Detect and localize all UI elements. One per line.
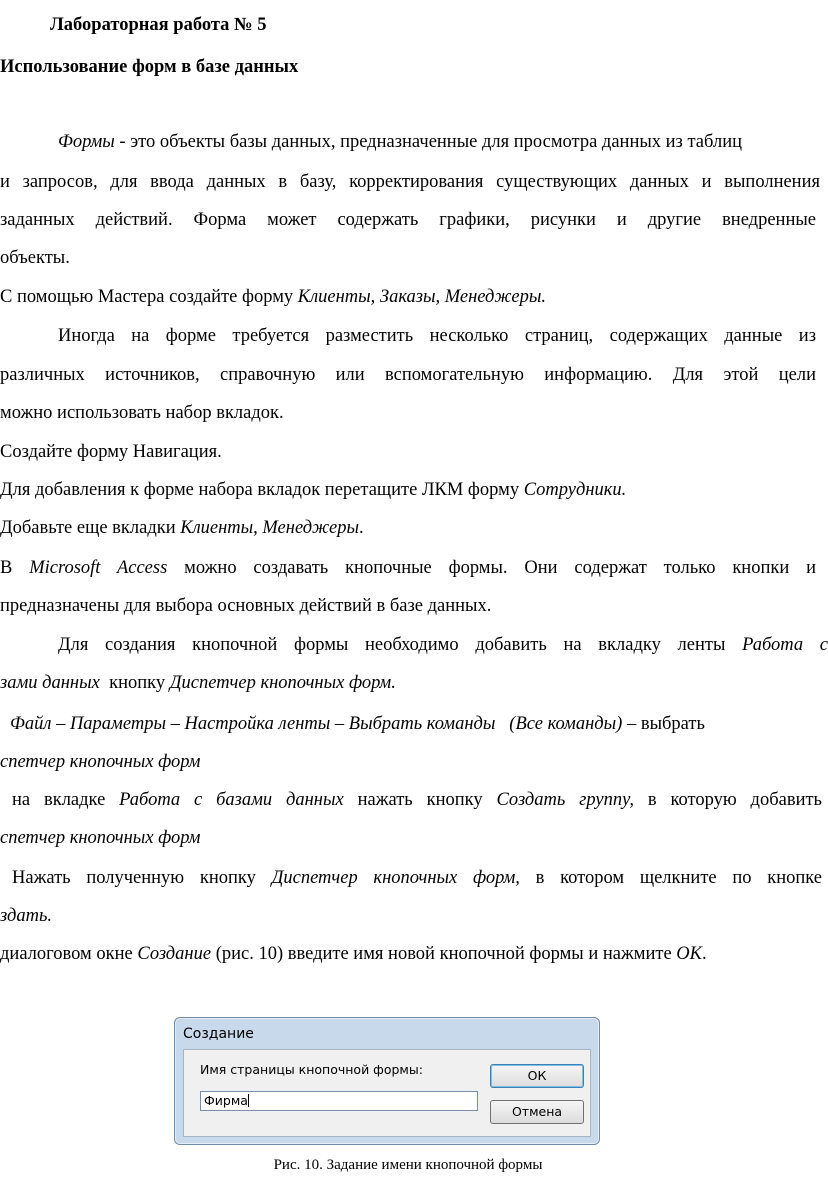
- cancel-button[interactable]: Отмена: [490, 1100, 584, 1124]
- term-forms: Формы: [58, 132, 115, 152]
- text: нажать кнопку: [343, 790, 497, 810]
- form-name: Сотрудники.: [523, 480, 627, 500]
- text: в которую добавить: [634, 790, 822, 810]
- form-names: Клиенты, Заказы, Менеджеры.: [297, 287, 546, 307]
- paragraph-tabs-line3: можно использовать набор вкладок.: [0, 403, 284, 423]
- paragraph-create-line1: [58, 633, 828, 657]
- text: Нажать полученную кнопку: [12, 868, 272, 888]
- command-name: спетчер кнопочных форм: [0, 752, 201, 772]
- text: можно создавать кнопочные формы. Они содержат только кнопки и: [167, 558, 816, 578]
- paragraph-forms-line1: [58, 130, 742, 154]
- button-name: Диспетчер кнопочных форм,: [271, 868, 520, 888]
- paragraph-tabs-line2: различных источников, справочную или вспомогательную информацию. Для этой цели: [0, 365, 816, 385]
- paragraph-switchboard-line1: [0, 556, 816, 580]
- button-name: Диспетчер кнопочных форм.: [169, 673, 396, 693]
- text: .: [701, 944, 707, 964]
- ribbon-tab: Работа с базами данных: [119, 790, 344, 810]
- page-subtitle: Использование форм в базе данных: [0, 57, 299, 77]
- button-name: здать.: [0, 906, 52, 926]
- text: диалоговом окне: [0, 944, 138, 964]
- paragraph-forms-line2: и запросов, для ввода данных в базу, корректирования существующих данных и выполнения: [0, 172, 820, 192]
- ok-button[interactable]: ОК: [490, 1064, 584, 1088]
- paragraph-forms-line4: объекты.: [0, 248, 70, 268]
- text: – выбрать: [622, 714, 705, 734]
- text: Добавьте еще вкладки: [0, 518, 181, 538]
- step-3-line2: [0, 904, 52, 928]
- text: .: [359, 518, 364, 538]
- ribbon-tab: Работа с: [742, 635, 828, 655]
- button-name: ОК: [676, 944, 702, 964]
- button-name: Создать группу,: [496, 790, 635, 810]
- dialog-title: Создание: [183, 1026, 254, 1042]
- paragraph-add-tabs: [0, 516, 364, 540]
- text: - это объекты базы данных, предназначенные для просмотра данных из таблиц: [114, 132, 742, 152]
- text: В: [0, 558, 30, 578]
- paragraph-switchboard-line2: предназначены для выбора основных действий в базе данных.: [0, 596, 492, 616]
- paragraph-tabs-line1: Иногда на форме требуется разместить несколько страниц, содержащих данные из: [58, 326, 816, 346]
- page-name-label: Имя страницы кнопочной формы:: [200, 1062, 423, 1077]
- paragraph-forms-line3: заданных действий. Форма может содержать графики, рисунки и другие внедренные: [0, 210, 816, 230]
- ribbon-tab: зами данных: [0, 673, 100, 693]
- text: в котором щелкните по кнопке: [519, 868, 822, 888]
- step-2-line1: [12, 788, 822, 812]
- tab-names: Клиенты, Менеджеры: [180, 518, 360, 538]
- paragraph-create-line2: [0, 671, 396, 695]
- step-3-line1: [12, 866, 822, 890]
- command-name: спетчер кнопочных форм: [0, 828, 201, 848]
- text: Для создания кнопочной формы необходимо добавить на вкладку ленты: [58, 635, 743, 655]
- text: (рис. 10) введите имя новой кнопочной формы и нажмите: [211, 944, 677, 964]
- text-caret: [248, 1094, 249, 1107]
- page-name-input[interactable]: [200, 1091, 478, 1111]
- paragraph-drag: [0, 478, 626, 502]
- create-dialog: [174, 1017, 600, 1145]
- paragraph-wizard: [0, 285, 546, 309]
- figure-caption: Рис. 10. Задание имени кнопочной формы: [273, 1157, 543, 1173]
- app-name: Microsoft Access: [29, 558, 168, 578]
- step-1-line1: [10, 712, 705, 736]
- step-2-line2: [0, 826, 200, 850]
- text: Для добавления к форме набора вкладок перетащите ЛКМ форму: [0, 480, 524, 500]
- text: на вкладке: [12, 790, 120, 810]
- step-1-line2: [0, 750, 200, 774]
- paragraph-navigation: Создайте форму Навигация.: [0, 442, 222, 462]
- step-4: [0, 942, 707, 966]
- text: С помощью Мастера создайте форму: [0, 287, 298, 307]
- dialog-name: Создание: [137, 944, 212, 964]
- input-value: Фирма: [204, 1093, 248, 1108]
- menu-path: Файл – Параметры – Настройка ленты – Выбрать команды (Все команды): [10, 714, 623, 734]
- text: кнопку: [99, 673, 170, 693]
- page-title: Лабораторная работа № 5: [50, 15, 267, 35]
- dialog-body: [183, 1049, 591, 1137]
